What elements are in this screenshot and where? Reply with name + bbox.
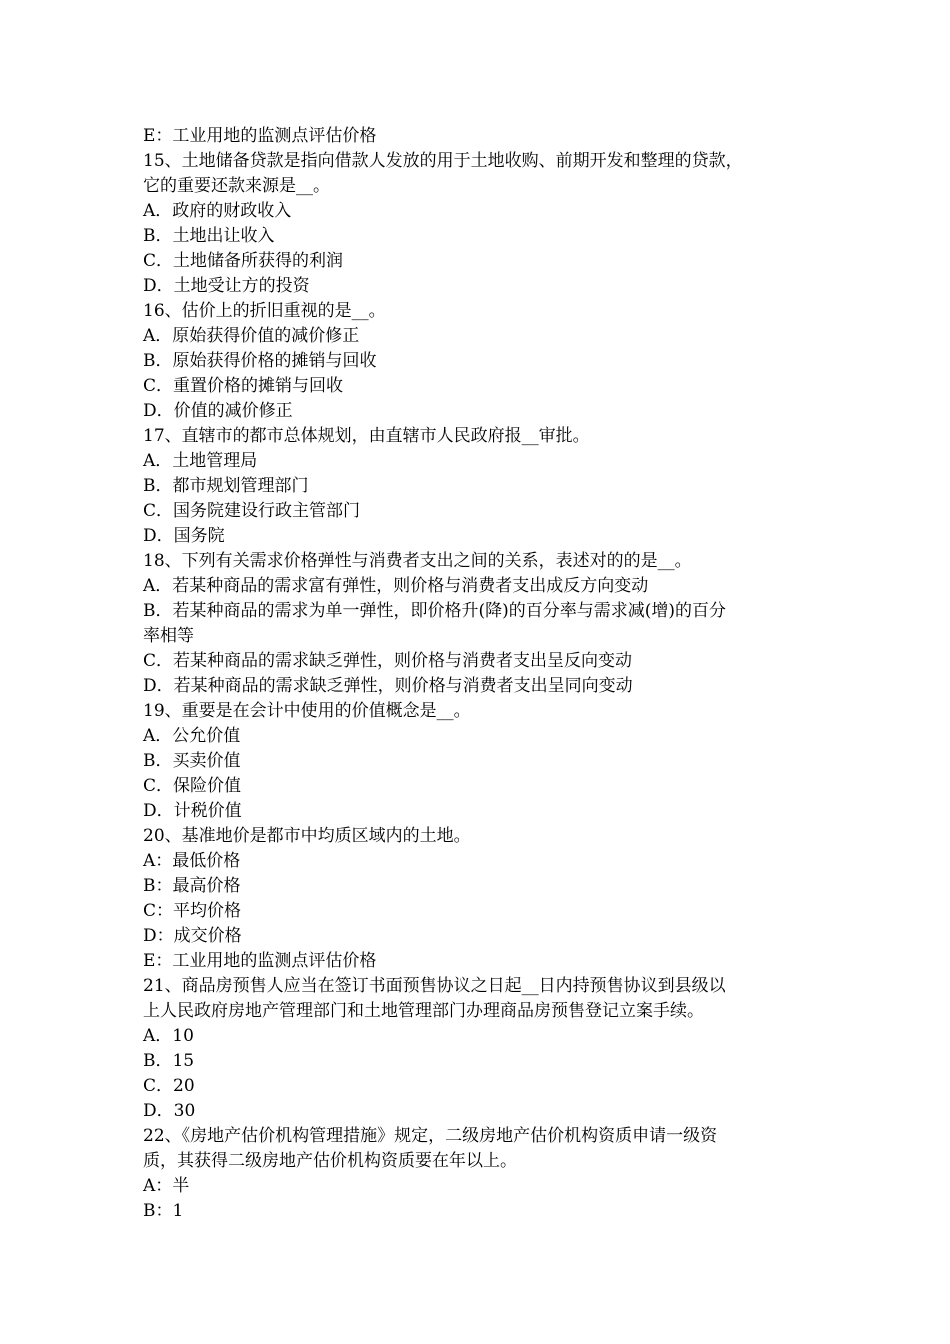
option-line: C．重置价格的摊销与回收 [143, 376, 344, 396]
question-18-stem: 18、下列有关需求价格弹性与消费者支出之间的关系，表述对的的是__。 [143, 551, 692, 571]
question-15-stem-cont: 它的重要还款来源是__。 [143, 176, 330, 196]
option-line: A．若某种商品的需求富有弹性，则价格与消费者支出成反方向变动 [143, 576, 649, 596]
option-line: B：最高价格 [143, 876, 241, 896]
option-line: B：1 [143, 1201, 184, 1221]
option-line: A．10 [143, 1026, 194, 1046]
option-line: B．买卖价值 [143, 751, 241, 771]
text-line: E：工业用地的监测点评估价格 [143, 126, 377, 146]
question-21-stem-cont: 上人民政府房地产管理部门和土地管理部门办理商品房预售登记立案手续。 [143, 1001, 704, 1021]
question-17-stem: 17、直辖市的都市总体规划，由直辖市人民政府报__审批。 [143, 426, 590, 446]
option-line: C．若某种商品的需求缺乏弹性，则价格与消费者支出呈反向变动 [143, 651, 633, 671]
option-line: C．20 [143, 1076, 195, 1096]
option-line: A．土地管理局 [143, 451, 258, 471]
option-line: A．公允价值 [143, 726, 241, 746]
question-21-stem: 21、商品房预售人应当在签订书面预售协议之日起__日内持预售协议到县级以 [143, 976, 726, 996]
option-line: B．原始获得价格的摊销与回收 [143, 351, 377, 371]
option-line: C．国务院建设行政主管部门 [143, 501, 361, 521]
option-line: D．30 [143, 1101, 196, 1121]
option-line: B．土地出让收入 [143, 226, 275, 246]
question-22-stem: 22、《房地产估价机构管理措施》规定，二级房地产估价机构资质申请一级资 [143, 1126, 718, 1146]
option-line: C：平均价格 [143, 901, 242, 921]
question-15-stem: 15、土地储备贷款是指向借款人发放的用于土地收购、前期开发和整理的贷款， [143, 151, 743, 171]
option-line: D．价值的减价修正 [143, 401, 293, 421]
option-line: D．若某种商品的需求缺乏弹性，则价格与消费者支出呈同向变动 [143, 676, 633, 696]
option-line: D．土地受让方的投资 [143, 276, 310, 296]
option-line: C．保险价值 [143, 776, 242, 796]
question-22-stem-cont: 质，其获得二级房地产估价机构资质要在年以上。 [143, 1151, 517, 1171]
option-line: A．原始获得价值的减价修正 [143, 326, 360, 346]
question-19-stem: 19、重要是在会计中使用的价值概念是__。 [143, 701, 471, 721]
question-20-stem: 20、基准地价是都市中均质区域内的土地。 [143, 826, 471, 846]
option-line: B．都市规划管理部门 [143, 476, 309, 496]
document-body [143, 124, 823, 1224]
option-line: E：工业用地的监测点评估价格 [143, 951, 377, 971]
option-line: D．计税价值 [143, 801, 242, 821]
question-16-stem: 16、估价上的折旧重视的是__。 [143, 301, 386, 321]
option-line-cont: 率相等 [143, 626, 194, 646]
option-line: C．土地储备所获得的利润 [143, 251, 344, 271]
option-line: B．15 [143, 1051, 195, 1071]
option-line: A：最低价格 [143, 851, 241, 871]
option-line: D．国务院 [143, 526, 225, 546]
option-line: D：成交价格 [143, 926, 242, 946]
option-line: B．若某种商品的需求为单一弹性，即价格升(降)的百分率与需求减(增)的百分 [143, 601, 727, 621]
option-line: A：半 [143, 1176, 190, 1196]
option-line: A．政府的财政收入 [143, 201, 292, 221]
